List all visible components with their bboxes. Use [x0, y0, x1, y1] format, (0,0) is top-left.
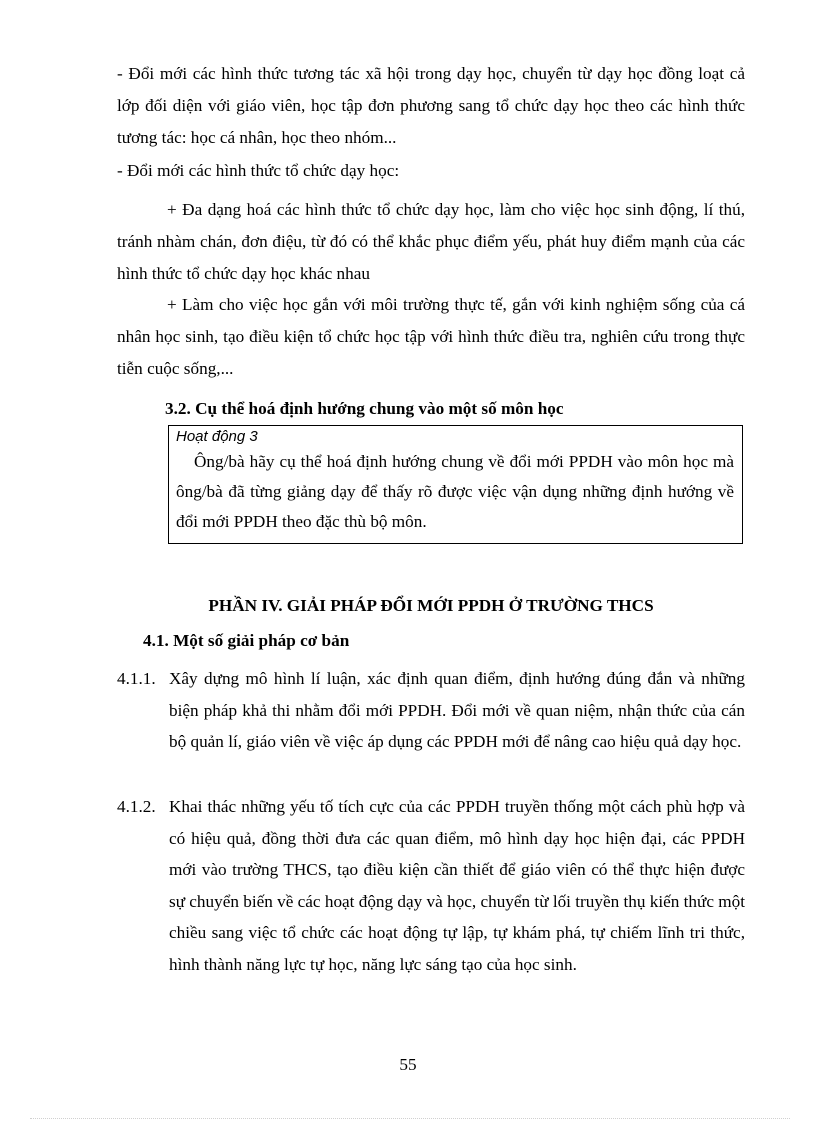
- page-number: 55: [399, 1055, 417, 1074]
- subheading-4-1: 4.1. Một số giải pháp cơ bản: [143, 631, 350, 650]
- item-number: 4.1.1.: [117, 669, 156, 688]
- numbered-item-4-1-2: [117, 791, 745, 980]
- paragraph-organization-forms: - Đổi mới các hình thức tổ chức dạy học:: [117, 161, 400, 180]
- activity-box: [168, 425, 743, 544]
- item-number: 4.1.2.: [117, 797, 156, 816]
- section-heading-3-2: 3.2. Cụ thể hoá định hướng chung vào một số môn học: [165, 399, 564, 418]
- activity-text: Ông/bà hãy cụ thể hoá định hướng chung về đổi mới PPDH vào môn học mà ông/bà đã từng giảng dạy để thấy rõ được việc vận dụng những định hướng về đổi mới PPDH theo đặc thù bộ môn.: [176, 452, 734, 531]
- item-text: Xây dựng mô hình lí luận, xác định quan điểm, định hướng đúng đắn và những biện pháp khả thi nhằm đổi mới PPDH. Đổi mới về quan niệm, nhận thức của cán bộ quản lí, giáo viên về việc áp dụng các PPDH mới để nâng cao hiệu quả dạy học.: [169, 669, 745, 751]
- paragraph-diversify-forms: + Đa dạng hoá các hình thức tổ chức dạy học, làm cho việc học sinh động, lí thú, tránh nhàm chán, đơn điệu, từ đó có thể khắc phục điểm yếu, phát huy điểm mạnh của các hình thức tổ chức dạy học khác nhau: [117, 200, 745, 283]
- bottom-divider: [30, 1118, 790, 1119]
- numbered-item-4-1-1: [117, 663, 745, 758]
- paragraph-social-interaction: - Đổi mới các hình thức tương tác xã hội trong dạy học, chuyển từ dạy học đồng loạt cả lớp đối diện với giáo viên, học tập đơn phương sang tổ chức dạy học theo các hình thức tương tác: học cá nhân, học theo nhóm...: [117, 64, 745, 147]
- item-text: Khai thác những yếu tố tích cực của các PPDH truyền thống một cách phù hợp và có hiệu quả, đồng thời đưa các quan điểm, mô hình dạy học hiện đại, các PPDH mới vào trường THCS, tạo điều kiện cần thiết để giáo viên có thể thực hiện được sự chuyển biến về các hoạt động dạy và học, chuyển từ lối truyền thụ kiến thức một chiều sang việc tổ chức các hoạt động tự lập, tự khám phá, tự chiếm lĩnh tri thức, hình thành năng lực tự học, năng lực sáng tạo của học sinh.: [169, 797, 745, 974]
- paragraph-real-environment: + Làm cho việc học gắn với môi trường thực tế, gắn với kinh nghiệm sống của cá nhân học sinh, tạo điều kiện tổ chức học tập với hình thức điều tra, nghiên cứu trong thực tiễn cuộc sống,...: [117, 295, 745, 378]
- part-title: PHẦN IV. GIẢI PHÁP ĐỔI MỚI PPDH Ở TRƯỜNG THCS: [208, 596, 654, 615]
- activity-title: Hoạt động 3: [176, 428, 258, 445]
